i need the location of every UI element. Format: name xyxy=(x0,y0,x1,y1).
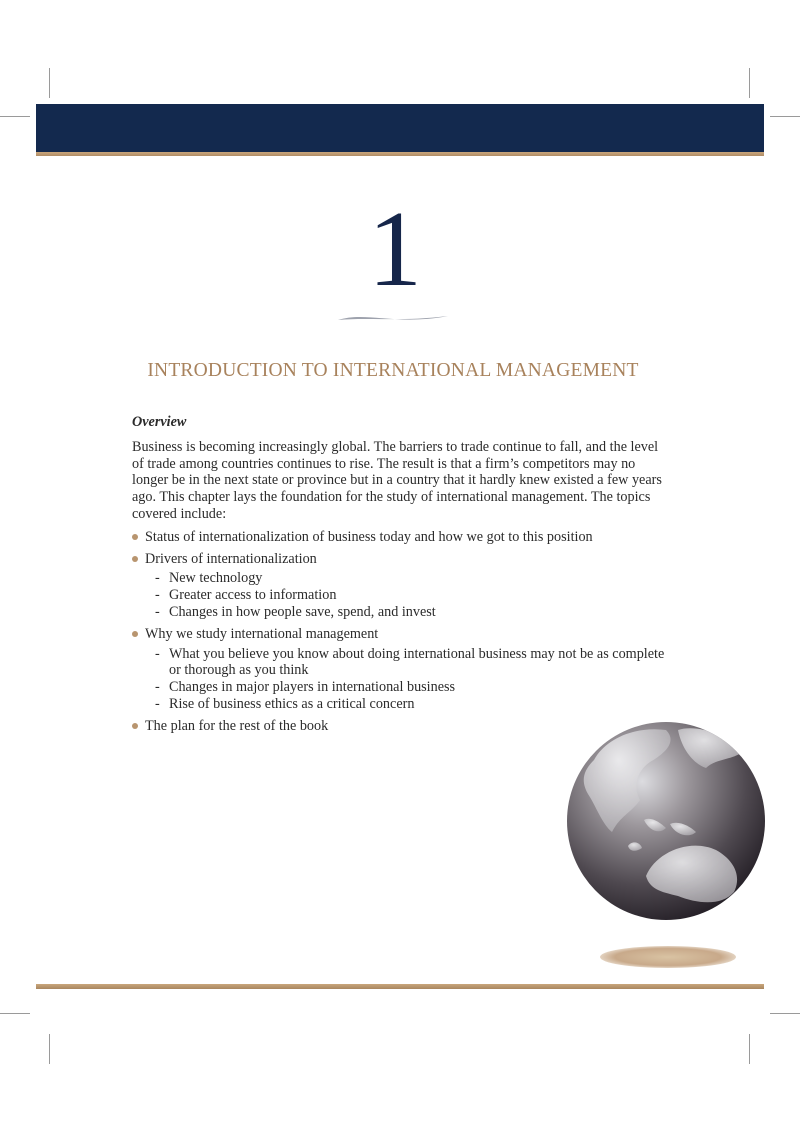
crop-mark-bottom-left xyxy=(49,1034,50,1064)
subtopic-item xyxy=(155,587,672,604)
crop-mark-top-right xyxy=(749,68,750,98)
topic-text: Why we study international management xyxy=(145,625,379,642)
dash-icon: - xyxy=(155,587,160,604)
globe-icon xyxy=(566,720,766,922)
topic-text: Drivers of internationalization xyxy=(145,550,317,567)
subtopic-item xyxy=(155,570,672,587)
swoosh-ornament-icon xyxy=(336,310,450,326)
topic-item xyxy=(132,529,672,546)
topic-item xyxy=(132,551,672,621)
chapter-title: INTRODUCTION TO INTERNATIONAL MANAGEMENT xyxy=(147,360,639,381)
subtopic-text: Changes in major players in international business xyxy=(169,679,456,696)
bullet-icon xyxy=(132,534,138,540)
bullet-icon xyxy=(132,723,138,729)
overview-paragraph: Business is becoming increasingly global. The barriers to trade continue to fall, and the level of trade among countries continues to rise. The result is that a firm’s competitors may no longer be in the next state or province but in a country that it hardly knew existed a few years ago. This chapter lays the foundation for the study of international management. The topics covered include: xyxy=(132,438,662,522)
subtopic-item xyxy=(155,604,672,621)
subtopic-text: Rise of business ethics as a critical concern xyxy=(169,695,415,712)
subtopic-text: Changes in how people save, spend, and invest xyxy=(169,603,436,620)
crop-mark-left-bottom xyxy=(0,1013,30,1014)
dash-icon: - xyxy=(155,603,160,620)
subtopic-item xyxy=(155,646,672,680)
crop-mark-left-top xyxy=(0,116,30,117)
dash-icon: - xyxy=(155,695,160,712)
subtopic-list xyxy=(145,570,672,620)
subtopic-list xyxy=(145,646,672,713)
dash-icon: - xyxy=(155,645,160,662)
crop-mark-bottom-right xyxy=(749,1034,750,1064)
chapter-content xyxy=(132,414,672,740)
subtopic-text: New technology xyxy=(169,570,263,587)
dash-icon: - xyxy=(155,570,160,587)
bullet-icon xyxy=(132,631,138,637)
topic-item xyxy=(132,626,672,713)
subtopic-text: What you believe you know about doing international business may not be as complete or thorough as you think xyxy=(169,645,665,679)
subtopic-item xyxy=(155,679,672,696)
chapter-number: 1 xyxy=(368,190,422,309)
crop-mark-right-top xyxy=(770,116,800,117)
crop-mark-right-bottom xyxy=(770,1013,800,1014)
header-band xyxy=(36,104,764,152)
topics-list xyxy=(132,529,672,735)
header-rule xyxy=(36,152,764,156)
topic-text: Status of internationalization of business today and how we got to this position xyxy=(145,528,593,545)
subtopic-text: Greater access to information xyxy=(169,587,337,604)
dash-icon: - xyxy=(155,679,160,696)
subtopic-item xyxy=(155,696,672,713)
topic-text: The plan for the rest of the book xyxy=(145,717,329,734)
bullet-icon xyxy=(132,556,138,562)
globe-shadow xyxy=(600,946,736,968)
footer-rule xyxy=(36,984,764,989)
crop-mark-top-left xyxy=(49,68,50,98)
overview-heading: Overview xyxy=(132,414,187,430)
